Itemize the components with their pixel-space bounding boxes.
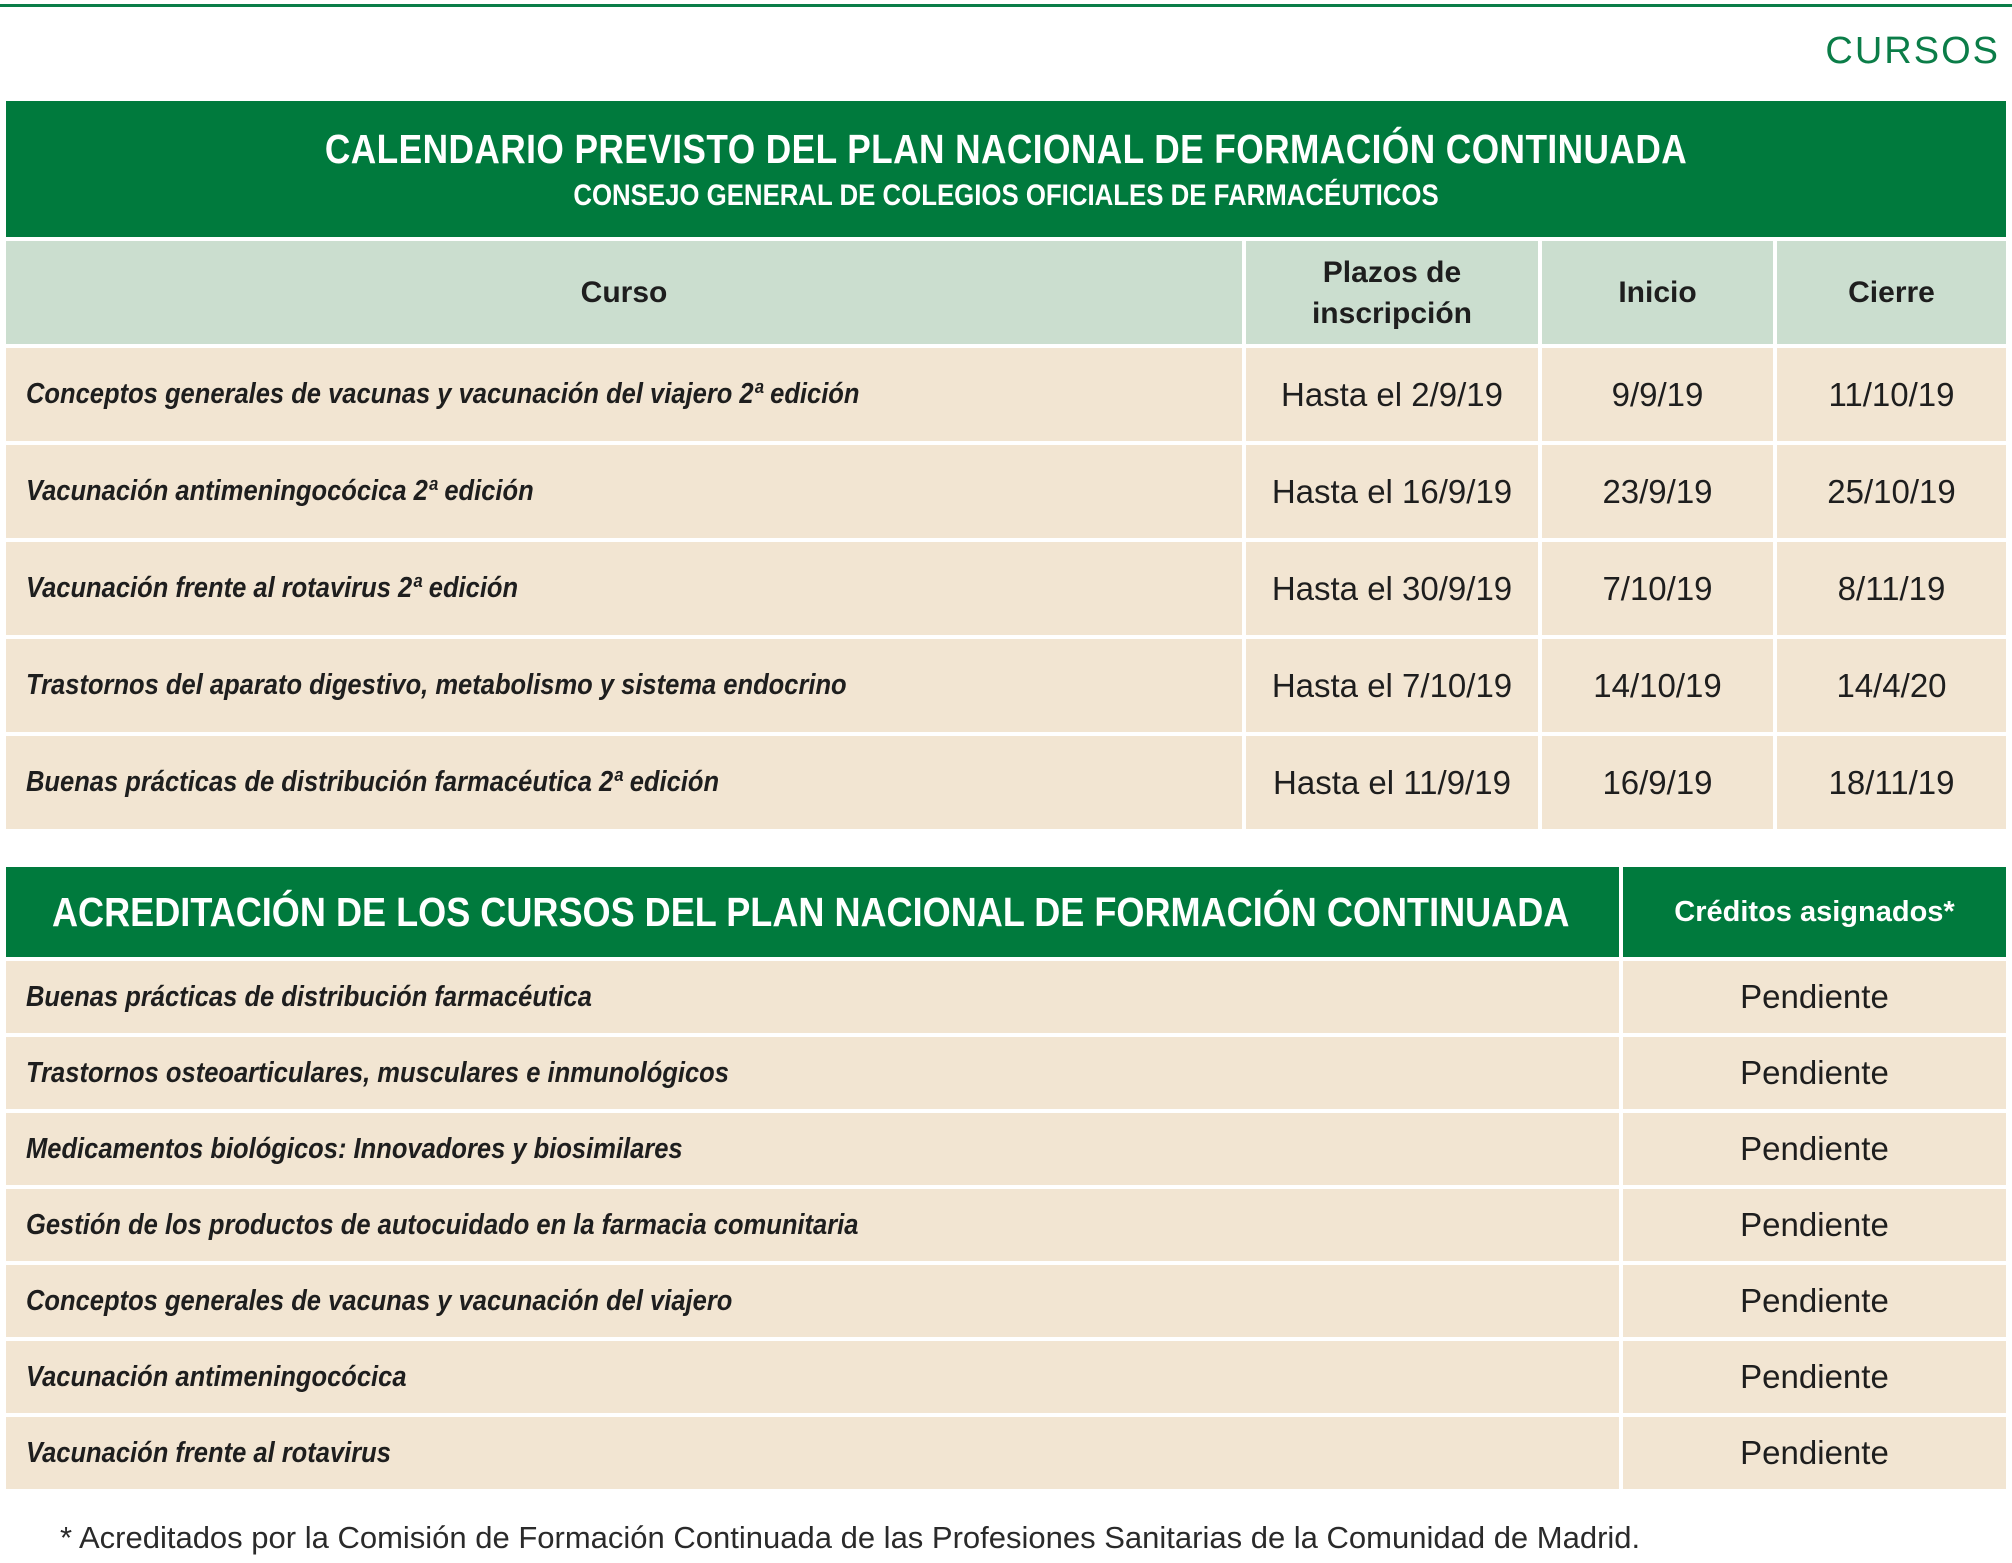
accreditation-row bbox=[6, 1187, 2006, 1263]
calendar-row bbox=[6, 443, 2006, 540]
calendar-subtitle: CONSEJO GENERAL DE COLEGIOS OFICIALES DE FARMACÉUTICOS bbox=[573, 178, 1439, 212]
course-name: Buenas prácticas de distribución farmacéutica 2ª edición bbox=[6, 734, 1244, 831]
course-name: Medicamentos biológicos: Innovadores y biosimilares bbox=[6, 1111, 1621, 1187]
credits-header: Créditos asignados* bbox=[1621, 867, 2006, 959]
credits-value: Pendiente bbox=[1621, 1415, 2006, 1491]
registration-deadline: Hasta el 2/9/19 bbox=[1244, 346, 1540, 443]
end-date: 18/11/19 bbox=[1775, 734, 2006, 831]
calendar-row bbox=[6, 734, 2006, 831]
course-name: Gestión de los productos de autocuidado en la farmacia comunitaria bbox=[6, 1187, 1621, 1263]
accreditation-title: ACREDITACIÓN DE LOS CURSOS DEL PLAN NACIONAL DE FORMACIÓN CONTINUADA bbox=[6, 867, 1621, 959]
end-date: 11/10/19 bbox=[1775, 346, 2006, 443]
accreditation-row bbox=[6, 1339, 2006, 1415]
end-date: 8/11/19 bbox=[1775, 540, 2006, 637]
course-name: Trastornos del aparato digestivo, metabolismo y sistema endocrino bbox=[6, 637, 1244, 734]
accreditation-row bbox=[6, 1263, 2006, 1339]
registration-deadline: Hasta el 30/9/19 bbox=[1244, 540, 1540, 637]
calendar-table bbox=[6, 101, 2006, 833]
calendar-row bbox=[6, 540, 2006, 637]
start-date: 7/10/19 bbox=[1540, 540, 1775, 637]
end-date: 14/4/20 bbox=[1775, 637, 2006, 734]
course-name: Vacunación frente al rotavirus bbox=[6, 1415, 1621, 1491]
end-date: 25/10/19 bbox=[1775, 443, 2006, 540]
registration-deadline: Hasta el 7/10/19 bbox=[1244, 637, 1540, 734]
registration-deadline: Hasta el 16/9/19 bbox=[1244, 443, 1540, 540]
column-header-plazos: Plazos de inscripción bbox=[1244, 239, 1540, 346]
credits-value: Pendiente bbox=[1621, 1035, 2006, 1111]
section-label: CURSOS bbox=[1825, 30, 2000, 72]
accreditation-header-row bbox=[6, 867, 2006, 959]
start-date: 9/9/19 bbox=[1540, 346, 1775, 443]
credits-value: Pendiente bbox=[1621, 1111, 2006, 1187]
course-name: Conceptos generales de vacunas y vacunación del viajero bbox=[6, 1263, 1621, 1339]
calendar-row bbox=[6, 346, 2006, 443]
column-header-curso: Curso bbox=[6, 239, 1244, 346]
accreditation-table bbox=[6, 867, 2006, 1493]
footnote: * Acreditados por la Comisión de Formación Continuada de las Profesiones Sanitarias de la Comunidad de Madrid. bbox=[60, 1520, 1641, 1555]
registration-deadline: Hasta el 11/9/19 bbox=[1244, 734, 1540, 831]
start-date: 14/10/19 bbox=[1540, 637, 1775, 734]
calendar-banner bbox=[6, 101, 2006, 239]
accreditation-row bbox=[6, 1111, 2006, 1187]
calendar-title: CALENDARIO PREVISTO DEL PLAN NACIONAL DE FORMACIÓN CONTINUADA bbox=[324, 125, 1688, 172]
accreditation-row bbox=[6, 1415, 2006, 1491]
course-name: Conceptos generales de vacunas y vacunación del viajero 2ª edición bbox=[6, 346, 1244, 443]
column-header-inicio: Inicio bbox=[1540, 239, 1775, 346]
column-header-cierre: Cierre bbox=[1775, 239, 2006, 346]
calendar-row bbox=[6, 637, 2006, 734]
credits-value: Pendiente bbox=[1621, 959, 2006, 1035]
calendar-header-row bbox=[6, 239, 2006, 346]
course-name: Buenas prácticas de distribución farmacéutica bbox=[6, 959, 1621, 1035]
accreditation-row bbox=[6, 959, 2006, 1035]
course-name: Vacunación antimeningocócica 2ª edición bbox=[6, 443, 1244, 540]
accreditation-row bbox=[6, 1035, 2006, 1111]
credits-value: Pendiente bbox=[1621, 1187, 2006, 1263]
top-rule bbox=[0, 4, 2012, 7]
course-name: Vacunación frente al rotavirus 2ª edición bbox=[6, 540, 1244, 637]
credits-value: Pendiente bbox=[1621, 1263, 2006, 1339]
start-date: 16/9/19 bbox=[1540, 734, 1775, 831]
start-date: 23/9/19 bbox=[1540, 443, 1775, 540]
credits-value: Pendiente bbox=[1621, 1339, 2006, 1415]
course-name: Vacunación antimeningocócica bbox=[6, 1339, 1621, 1415]
course-name: Trastornos osteoarticulares, musculares e inmunológicos bbox=[6, 1035, 1621, 1111]
